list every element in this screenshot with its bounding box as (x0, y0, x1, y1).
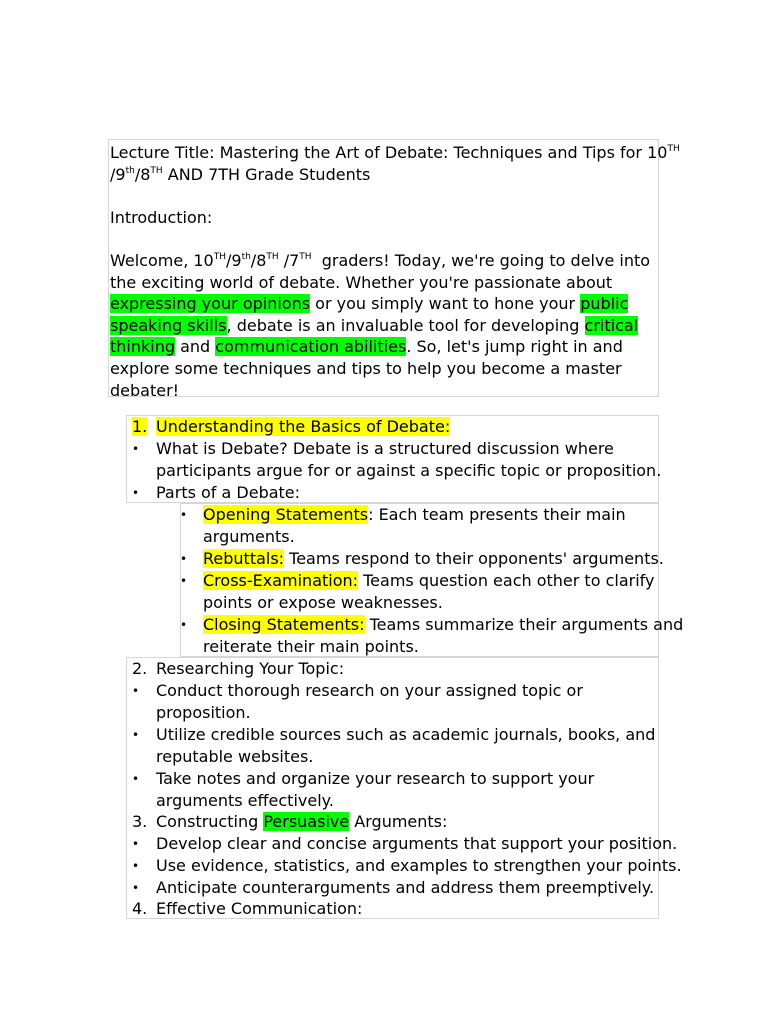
sub-list-item: Rebuttals: Teams respond to their opponents' arguments. (203, 549, 664, 568)
intro-line-7: debater! (110, 380, 180, 400)
list-item-cont: proposition. (156, 703, 251, 722)
list-item: Utilize credible sources such as academic journals, books, and (156, 725, 656, 744)
highlight-yellow: Rebuttals: (203, 549, 285, 568)
intro-line-2: the exciting world of debate. Whether you're passionate about (110, 272, 613, 292)
bullet-icon: • (132, 486, 140, 500)
list-number: 2. (132, 659, 148, 678)
list-item: What is Debate? Debate is a structured discussion where (156, 439, 614, 458)
sub-list-item-cont: points or expose weaknesses. (203, 593, 443, 612)
list-number: 1. (132, 417, 148, 436)
sub-list-item-cont: reiterate their main points. (203, 637, 419, 656)
intro-line-6: explore some techniques and tips to help you become a master (110, 358, 622, 378)
intro-line-3: expressing your opinions or you simply want to hone your public (110, 294, 629, 314)
highlight-yellow: Cross-Examination: (203, 571, 359, 590)
bullet-icon: • (180, 508, 188, 522)
sub-list-item: Closing Statements: Teams summarize their arguments and (203, 615, 684, 634)
bullet-icon: • (132, 684, 140, 698)
bullet-icon: • (132, 881, 140, 895)
lecture-title-cont: /9th/8TH AND 7TH Grade Students (110, 164, 371, 184)
section4-heading: Effective Communication: (156, 899, 363, 918)
list-item: Take notes and organize your research to support your (156, 769, 595, 788)
highlight-green: expressing your opinions (110, 294, 311, 314)
highlight-yellow: Opening Statements (203, 505, 369, 524)
bullet-icon: • (132, 442, 140, 456)
highlight-yellow: Closing Statements: (203, 615, 365, 634)
intro-heading: Introduction: (110, 207, 213, 227)
bullet-icon: • (180, 574, 188, 588)
section2-heading: Researching Your Topic: (156, 659, 345, 678)
highlight-green: Persuasive (263, 812, 350, 831)
list-item-cont: participants argue for or against a specific topic or proposition. (156, 461, 662, 480)
bullet-icon: • (180, 552, 188, 566)
sub-list-item: Opening Statements: Each team presents their main (203, 505, 626, 524)
list-number: 3. (132, 812, 148, 831)
highlight-green: critical (584, 315, 639, 335)
highlight-green: thinking (110, 337, 176, 357)
section1-heading (156, 416, 450, 438)
list-item: Use evidence, statistics, and examples to strengthen your points. (156, 856, 682, 875)
sub-list-item-cont: arguments. (203, 527, 295, 546)
list-item: Parts of a Debate: (156, 483, 301, 502)
highlight-green: communication abilities (215, 337, 407, 357)
intro-line-1: Welcome, 10TH/9th/8TH /7TH graders! Today, we're going to delve into (110, 250, 651, 270)
list-item-cont: reputable websites. (156, 747, 314, 766)
list-item: Develop clear and concise arguments that support your position. (156, 834, 678, 853)
intro-box (108, 139, 680, 400)
bullet-icon: • (132, 859, 140, 873)
intro-line-4: speaking skills, debate is an invaluable tool for developing critical (110, 315, 639, 335)
section3-heading: Constructing Persuasive Arguments: (156, 812, 448, 831)
highlight-green: public (580, 294, 629, 314)
highlight-green: speaking skills (110, 315, 227, 335)
lecture-title: Lecture Title: Mastering the Art of Debate: Techniques and Tips for 10TH (110, 143, 680, 162)
list-item-cont: arguments effectively. (156, 791, 334, 810)
list-item: Conduct thorough research on your assigned topic or (156, 681, 583, 700)
bullet-icon: • (132, 772, 140, 786)
bullet-icon: • (132, 837, 140, 851)
list-number: 4. (132, 899, 148, 918)
bullet-icon: • (132, 728, 140, 742)
list-item: Anticipate counterarguments and address them preemptively. (156, 878, 655, 897)
bullet-icon: • (180, 618, 188, 632)
intro-line-5: thinking and communication abilities. So, let's jump right in and (110, 337, 623, 357)
highlight-yellow: Understanding the Basics of Debate: (156, 417, 451, 436)
sub-list-item: Cross-Examination: Teams question each other to clarify (203, 571, 655, 590)
